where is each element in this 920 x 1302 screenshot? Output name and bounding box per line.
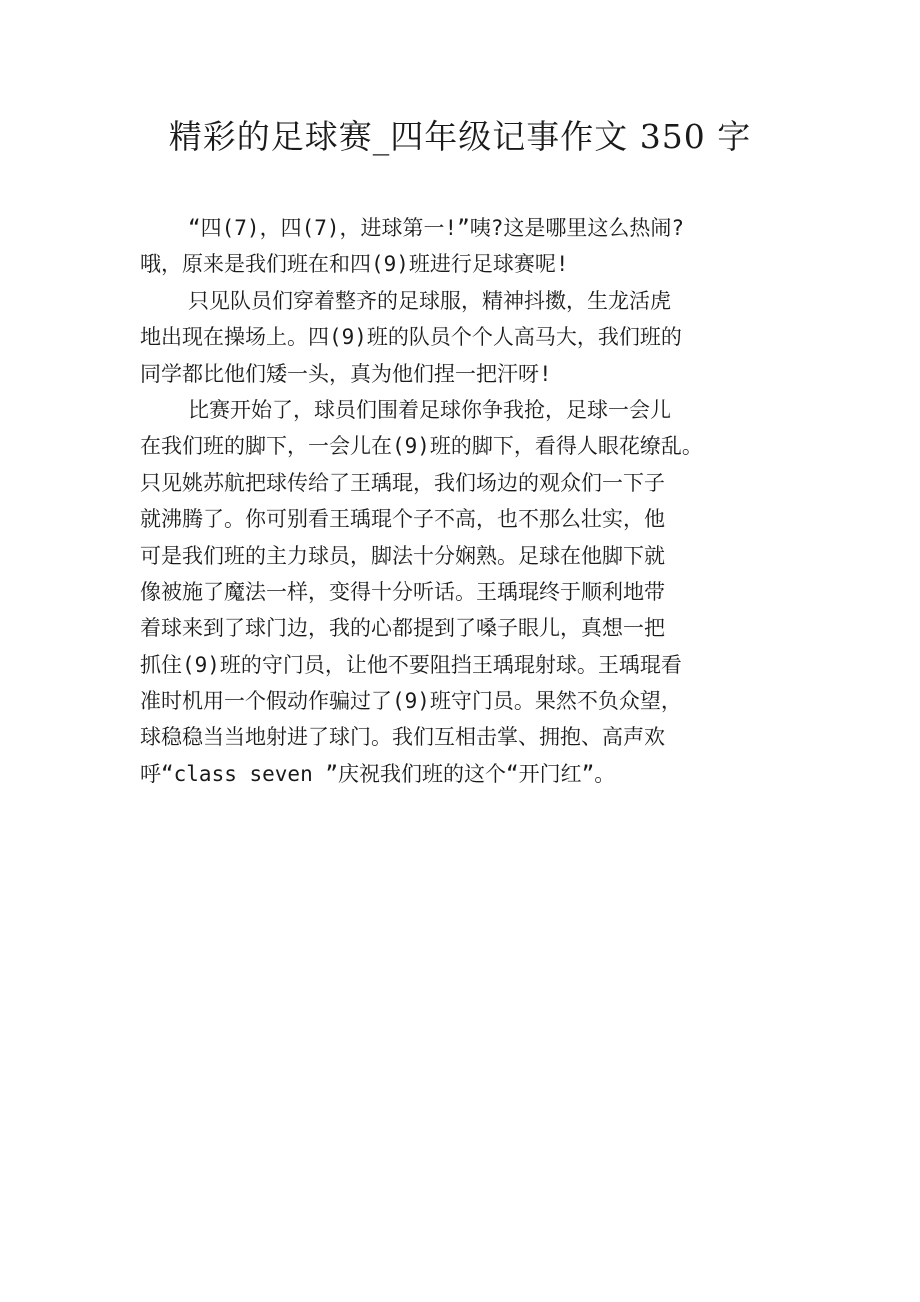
paragraph-3-line-7: 着球来到了球门边，我的心都提到了嗓子眼儿，真想一把 bbox=[140, 616, 665, 641]
paragraph-1-line-2: 哦，原来是我们班在和四(9)班进行足球赛呢! bbox=[140, 252, 569, 277]
paragraph-3-line-11: 呼“class seven ”庆祝我们班的这个“开门红”。 bbox=[140, 761, 616, 786]
document-body bbox=[140, 210, 790, 792]
document-title: 精彩的足球赛_四年级记事作文 350 字 bbox=[168, 117, 752, 156]
paragraph-3-line-8: 抓住(9)班的守门员，让他不要阻挡王瑀琨射球。王瑀琨看 bbox=[140, 652, 682, 677]
paragraph-3-line-1: 比赛开始了，球员们围着足球你争我抢，足球一会儿 bbox=[188, 397, 671, 422]
paragraph-1-line-1: “四(7)，四(7)，进球第一!”咦?这是哪里这么热闹? bbox=[188, 216, 685, 240]
paragraph-2-line-2: 地出现在操场上。四(9)班的队员个个人高马大，我们班的 bbox=[140, 325, 682, 350]
paragraph-3-line-4: 就沸腾了。你可别看王瑀琨个子不高，也不那么壮实，他 bbox=[140, 507, 665, 532]
paragraph-3-line-10: 球稳稳当当地射进了球门。我们互相击掌、拥抱、高声欢 bbox=[140, 725, 665, 750]
paragraph-2-line-3: 同学都比他们矮一头，真为他们捏一把汗呀! bbox=[140, 361, 552, 386]
paragraph-3-line-2: 在我们班的脚下，一会儿在(9)班的脚下，看得人眼花缭乱。 bbox=[140, 434, 703, 459]
paragraph-3-line-5: 可是我们班的主力球员，脚法十分娴熟。足球在他脚下就 bbox=[140, 543, 665, 568]
paragraph-3-line-9: 准时机用一个假动作骗过了(9)班守门员。果然不负众望， bbox=[140, 689, 682, 714]
paragraph-3-line-6: 像被施了魔法一样，变得十分听话。王瑀琨终于顺利地带 bbox=[140, 579, 665, 604]
paragraph-2-line-1: 只见队员们穿着整齐的足球服，精神抖擞，生龙活虎 bbox=[188, 288, 671, 313]
paragraph-3-line-3: 只见姚苏航把球传给了王瑀琨，我们场边的观众们一下子 bbox=[140, 470, 665, 495]
